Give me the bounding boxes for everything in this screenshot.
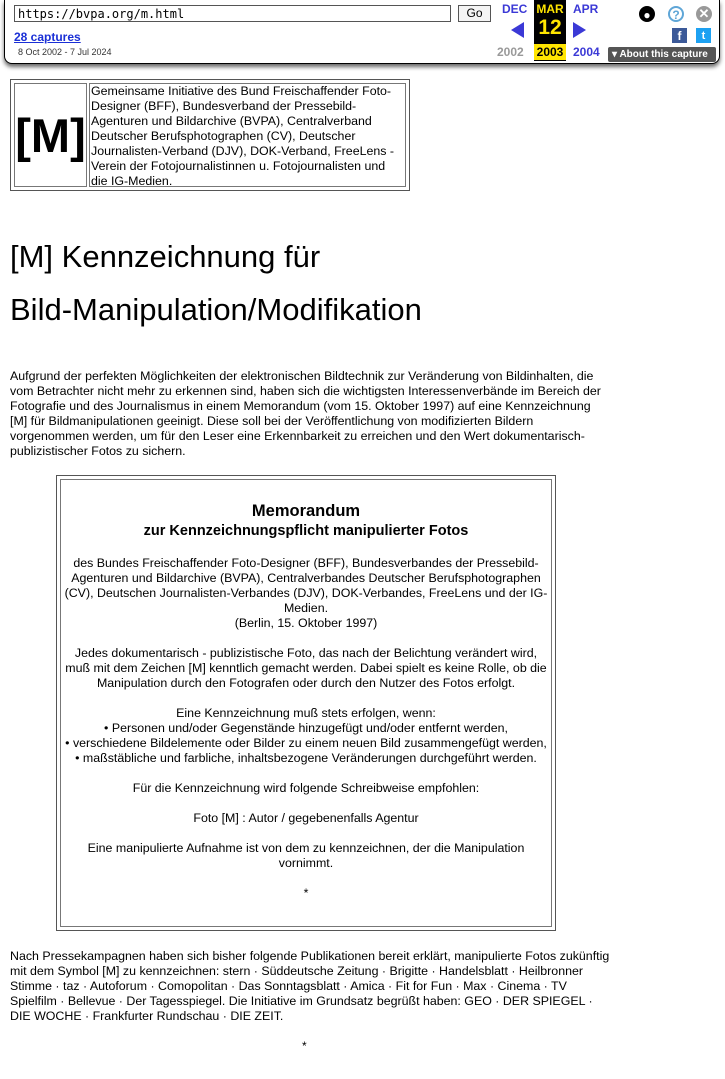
publications-paragraph: Nach Pressekampagnen haben sich bisher folgende Publikationen bereit erklärt, manipulierte Fotos zukünftig mit dem Symbol [M] zu kennzeichnen: stern · Süddeutsche Zeitung · Brigitte · Handelsblatt · Heilbronner Stimme · taz · Autoforum · Comopolitan · Das Sonntagsblatt · Amica · Fit for Fun · Max · Cinema · TV Spielfilm · Bellevue · Der Tagesspiegel. Die Initiative im Grundsatz begrüßt haben: GEO · DER SPIEGEL · DIE WOCHE · Frankfurter Rundschau · DIE ZEIT. (10, 949, 610, 1023)
about-capture-label: About this capture (619, 49, 708, 60)
user-icon[interactable]: ● (639, 6, 655, 22)
about-capture-button[interactable]: ▾ About this capture (608, 47, 716, 62)
memorandum-case: • maßstäbliche und farbliche, inhaltsbezogene Veränderungen durchgeführt werden. (75, 751, 537, 765)
wayback-toolbar (4, 0, 720, 64)
page-title-line2: Bild-Manipulation/Modifikation (10, 292, 422, 327)
url-input[interactable] (14, 5, 451, 22)
memorandum-box (56, 475, 556, 931)
facebook-icon[interactable]: f (672, 28, 687, 43)
memorandum-rule: Jedes dokumentarisch - publizistische Foto, das nach der Belichtung verändert wird, muß mit dem Zeichen [M] kenntlich gemacht werden. Dabei spielt es keine Rolle, ob die Manipulation durch den Fotografen oder durch den Nutzer des Fotos erfolgt. (65, 646, 547, 690)
captures-link[interactable]: 28 captures (14, 30, 81, 44)
page-title (10, 230, 610, 336)
memorandum-parties: des Bundes Freischaffender Foto-Designer (BFF), Bundesverbandes der Pressebild-Agenturen und Bildarchive (BVPA), Centralverbandes Deutscher Berufsphotographen (CV), Deutschen Journalisten-Verbandes (DJV), DOK-Verbandes, FreeLens und der IG-Medien. (64, 556, 548, 615)
next-capture-arrow-icon[interactable] (573, 22, 586, 38)
memorandum-responsibility: Eine manipulierte Aufnahme ist von dem zu kennzeichnen, der die Manipulation vornimmt. (87, 841, 525, 870)
prev-year: 2002 (497, 45, 524, 59)
memorandum-star: * (303, 886, 309, 900)
memorandum-case: • Personen und/oder Gegenstände hinzugefügt und/oder entfernt werden, (104, 721, 508, 735)
capture-date-range: 8 Oct 2002 - 7 Jul 2024 (18, 47, 112, 57)
current-day: 12 (538, 16, 562, 39)
twitter-icon[interactable]: t (696, 28, 711, 43)
go-button[interactable]: Go (458, 5, 491, 22)
help-icon[interactable]: ? (668, 6, 684, 22)
intro-paragraph: Aufgrund der perfekten Möglichkeiten der elektronischen Bildtechnik zur Veränderung von Bildinhalten, die vom Betrachter nicht mehr zu erkennen sind, haben sich die wichtigsten Interessenverbände im Bereich der Fotografie und des Journalismus in einem Memorandum (vom 15. Oktober 1997) auf eine Kennzeichnung [M] für Bildmanipulationen geeinigt. Diese soll bei der Veröffentlichung von modifizierten Bildern vorgenommen werden, um für den Leser eine Erkennbarkeit zu erreichen und den Wert dokumentarisch-publizistischer Fotos zu sichern. (10, 369, 601, 458)
memorandum-title: Memorandum (251, 502, 361, 520)
next-month-link[interactable]: APR (573, 2, 599, 16)
current-month: MAR (536, 2, 564, 16)
memorandum-place-date: (Berlin, 15. Oktober 1997) (234, 616, 378, 630)
end-star: * (302, 1039, 307, 1053)
page-title-line1: [M] Kennzeichnung für (10, 239, 321, 274)
memorandum-notation: Foto [M] : Autor / gegebenenfalls Agentur (193, 811, 419, 825)
current-year: 2003 (534, 44, 566, 60)
prev-month-link[interactable]: DEC (502, 2, 528, 16)
memorandum-content (60, 479, 552, 927)
memorandum-notation-intro: Für die Kennzeichnung wird folgende Schreibweise empfohlen: (132, 781, 480, 795)
header-table (10, 79, 410, 191)
initiative-text: Gemeinsame Initiative des Bund Freischaffender Foto-Designer (BFF), Bundesverband der Pressebild-Agenturen und Bildarchive (BVPA), Centralverband Deutscher Berufsphotographen (CV), Deutscher Journalisten-Verband (DJV), DOK-Verband, FreeLens - Verein der Fotojournalistinnen u. Fotojournalisten und die IG-Medien. (89, 83, 406, 187)
m-logo: [M] (15, 108, 86, 162)
memorandum-cases-intro: Eine Kennzeichnung muß stets erfolgen, wenn: (176, 706, 436, 720)
prev-capture-arrow-icon[interactable] (511, 22, 524, 38)
memorandum-case: • verschiedene Bildelemente oder Bilder zu einem neuen Bild zusammengefügt werden, (65, 736, 547, 750)
current-capture-column (534, 0, 566, 61)
logo-cell (14, 83, 87, 187)
memorandum-subtitle: zur Kennzeichnungspflicht manipulierter Fotos (143, 523, 469, 539)
next-year-link[interactable]: 2004 (573, 45, 600, 59)
close-icon[interactable]: ✕ (696, 6, 712, 22)
